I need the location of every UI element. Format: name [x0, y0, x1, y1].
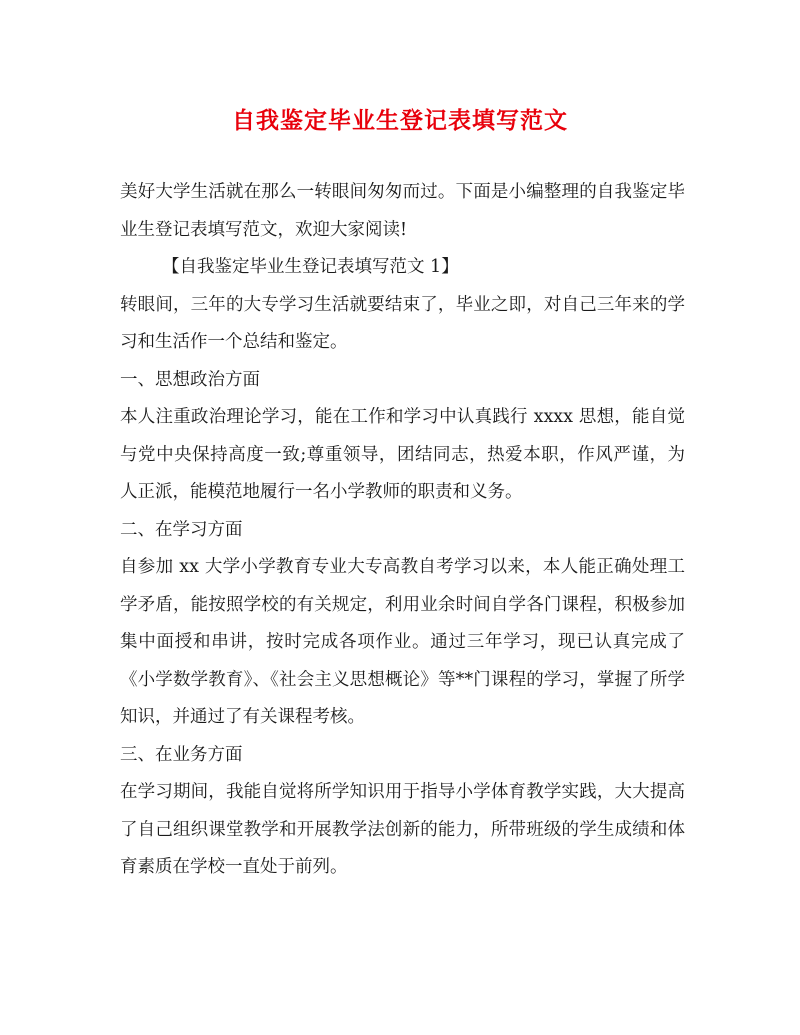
intro-paragraph: 美好大学生活就在那么一转眼间匆匆而过。下面是小编整理的自我鉴定毕业生登记表填写范文，欢迎大家阅读! [120, 182, 685, 240]
document-body [120, 174, 685, 887]
opening-paragraph: 转眼间，三年的大专学习生活就要结束了，毕业之即，对自己三年来的学习和生活作一个总结和鉴定。 [120, 294, 685, 352]
section-heading-study: 二、在学习方面 [120, 519, 243, 540]
study-paragraph: 自参加 xx 大学小学教育专业大专高教自考学习以来，本人能正确处理工学矛盾，能按照学校的有关规定，利用业余时间自学各门课程，积极参加集中面授和串讲，按时完成各项作业。通过三年学习，现已认真完成了《小学数学教育》、《社会主义思想概论》等**门课程的学习，掌握了所学知识，并通过了有关课程考核。 [120, 557, 685, 727]
work-paragraph: 在学习期间，我能自觉将所学知识用于指导小学体育教学实践，大大提高了自己组织课堂教学和开展教学法创新的能力，所带班级的学生成绩和体育素质在学校一直处于前列。 [120, 782, 685, 877]
politics-paragraph: 本人注重政治理论学习，能在工作和学习中认真践行 xxxx 思想，能自觉与党中央保持高度一致;尊重领导，团结同志，热爱本职，作风严谨，为人正派，能模范地履行一名小学教师的职责和义务。 [120, 407, 685, 502]
section-heading-politics: 一、思想政治方面 [120, 369, 260, 390]
section-heading-sample-1: 【自我鉴定毕业生登记表填写范文 1】 [162, 257, 459, 277]
document-title: 自我鉴定毕业生登记表填写范文 [232, 107, 568, 134]
section-heading-work: 三、在业务方面 [120, 744, 243, 765]
